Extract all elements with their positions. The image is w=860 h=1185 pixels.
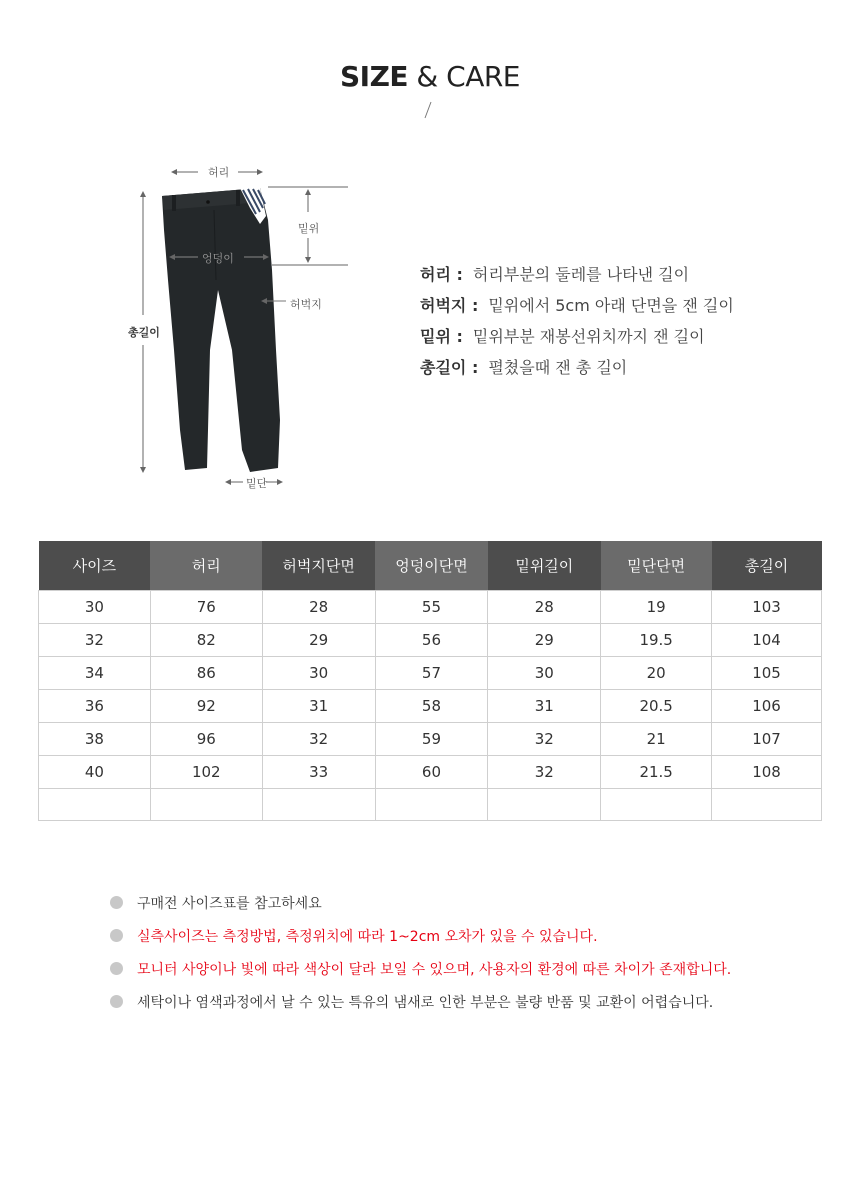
definition-key: 총길이 : [420,358,479,377]
table-row [39,656,822,689]
table-cell: 59 [375,722,488,755]
table-cell: 20.5 [601,689,712,722]
table-cell [39,788,151,820]
table-row [39,590,822,623]
header-total-length: 총길이 [712,541,822,590]
header-thigh: 허벅지단면 [262,541,375,590]
header-hem: 밑단단면 [601,541,712,590]
table-cell: 20 [601,656,712,689]
table-cell: 57 [375,656,488,689]
header-rise: 밑위길이 [488,541,601,590]
definition-row [420,258,734,289]
bullet-icon [110,896,123,909]
bullet-icon [110,929,123,942]
measurement-definitions [420,258,734,382]
note-text: 세탁이나 염색과정에서 날 수 있는 특유의 냄새로 인한 부분은 불량 반품 및 교환이 어렵습니다. [137,994,714,1011]
table-cell: 32 [262,722,375,755]
table-cell: 21 [601,722,712,755]
table-cell: 30 [488,656,601,689]
table-cell: 30 [262,656,375,689]
note-item [110,952,731,985]
table-cell: 107 [712,722,822,755]
table-cell: 86 [150,656,262,689]
note-item [110,919,731,952]
table-cell: 104 [712,623,822,656]
table-cell: 32 [488,755,601,788]
label-hip: 엉덩이 [202,252,234,265]
note-text: 구매전 사이즈표를 참고하세요 [137,895,322,912]
definition-value: 펼쳤을때 잰 총 길이 [488,358,628,377]
table-cell: 108 [712,755,822,788]
table-cell [488,788,601,820]
definition-key: 밑위 : [420,327,463,346]
size-table [38,541,822,821]
table-row [39,689,822,722]
definition-row [420,289,734,320]
table-cell: 106 [712,689,822,722]
table-cell: 92 [150,689,262,722]
header-waist: 허리 [150,541,262,590]
table-row [39,755,822,788]
table-cell: 103 [712,590,822,623]
definition-row [420,320,734,351]
header-size: 사이즈 [39,541,151,590]
care-notes [110,886,731,1018]
page-title [0,60,860,93]
table-cell: 19.5 [601,623,712,656]
table-cell: 28 [488,590,601,623]
table-cell: 19 [601,590,712,623]
note-text-warning: 실측사이즈는 측정방법, 측정위치에 따라 1~2cm 오차가 있을 수 있습니다. [137,928,598,945]
table-cell [601,788,712,820]
label-thigh: 허벅지 [290,298,322,311]
title-bold: SIZE [339,60,408,93]
note-item [110,985,731,1018]
table-cell: 31 [488,689,601,722]
title-light: & CARE [416,60,520,93]
label-waist: 허리 [208,166,230,179]
bullet-icon [110,962,123,975]
table-cell: 29 [262,623,375,656]
table-cell: 36 [39,689,151,722]
table-cell: 40 [39,755,151,788]
definition-row [420,351,734,382]
note-text-warning: 모니터 사양이나 빛에 따라 색상이 달라 보일 수 있으며, 사용자의 환경에 따른 차이가 존재합니다. [137,961,732,978]
definition-value: 밑위에서 5cm 아래 단면을 잰 길이 [488,296,734,315]
table-header-row [39,541,822,590]
table-cell: 21.5 [601,755,712,788]
table-row-empty [39,788,822,820]
table-row [39,722,822,755]
table-cell: 30 [39,590,151,623]
pants-measurement-diagram [110,150,370,500]
table-cell: 102 [150,755,262,788]
table-cell [712,788,822,820]
table-cell: 82 [150,623,262,656]
table-cell: 60 [375,755,488,788]
table-cell: 105 [712,656,822,689]
table-cell: 55 [375,590,488,623]
note-item [110,886,731,919]
definition-key: 허리 : [420,265,463,284]
header-hip: 엉덩이단면 [375,541,488,590]
definition-value: 밑위부분 재봉선위치까지 잰 길이 [472,327,705,346]
table-cell: 31 [262,689,375,722]
table-cell: 32 [488,722,601,755]
bullet-icon [110,995,123,1008]
table-cell: 34 [39,656,151,689]
table-cell [150,788,262,820]
table-cell: 28 [262,590,375,623]
definition-value: 허리부분의 둘레를 나타낸 길이 [472,265,690,284]
table-cell [262,788,375,820]
table-cell: 33 [262,755,375,788]
slash-divider-icon [420,100,436,120]
label-total-length: 총길이 [128,326,160,339]
table-cell: 32 [39,623,151,656]
label-rise: 밑위 [298,222,320,235]
label-hem: 밑단 [246,477,268,490]
definition-key: 허벅지 : [420,296,479,315]
table-cell: 96 [150,722,262,755]
table-cell: 29 [488,623,601,656]
table-cell: 58 [375,689,488,722]
table-cell: 38 [39,722,151,755]
table-cell [375,788,488,820]
table-row [39,623,822,656]
table-cell: 56 [375,623,488,656]
table-cell: 76 [150,590,262,623]
